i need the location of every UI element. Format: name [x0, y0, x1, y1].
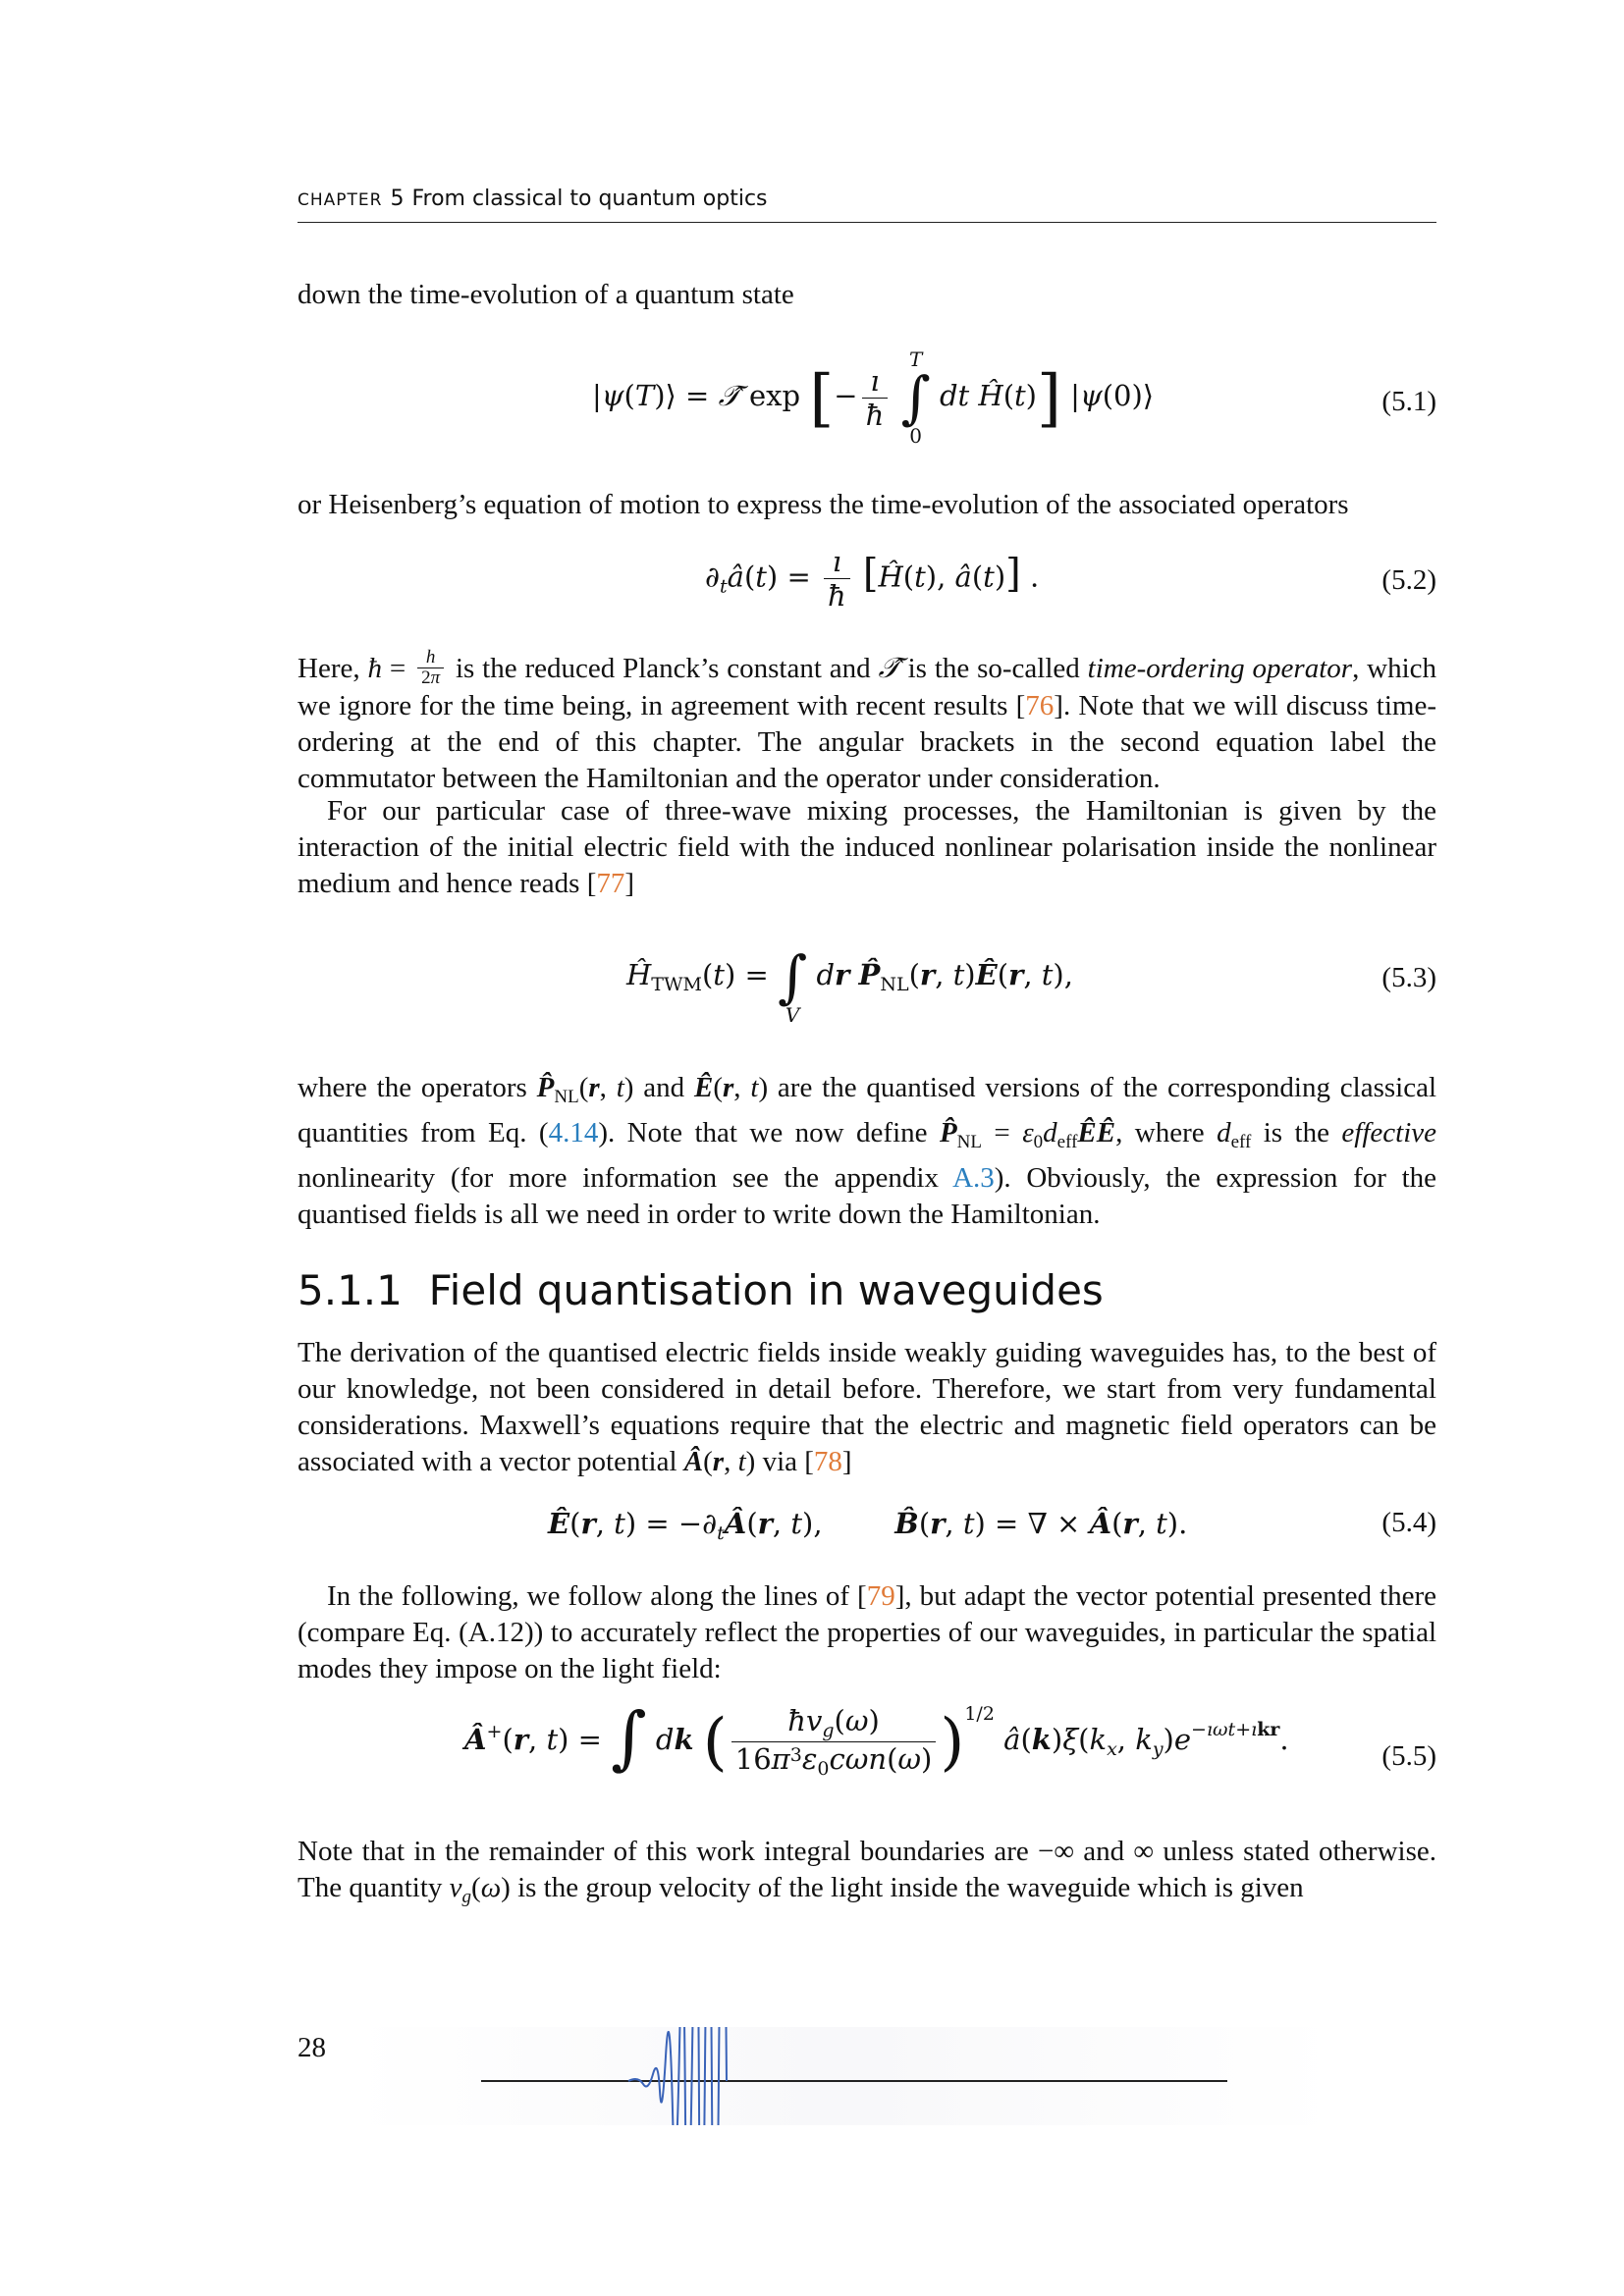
citation-76[interactable]: 76 [1025, 690, 1055, 721]
paragraph-7 [298, 1578, 1436, 1687]
para7-a: In the following, we follow along the lines of [ [327, 1580, 867, 1612]
para6-c: ] [841, 1446, 852, 1477]
paragraph-6: The derivation of the quantised electric fields inside weakly guiding waveguides has, to the best of our knowledge, not been considered in detail before. Therefore, we start from very fundamental considerations. Maxwell’s equations require that the electric and magnetic field operators can be associated with a vector potential Â(r, t) via [78] [298, 1337, 1436, 1477]
equation-number: (5.3) [1381, 962, 1436, 993]
equation-ref-4-14[interactable]: 4.14 [548, 1117, 599, 1148]
para6-a: The derivation of the quantised electric fields inside weakly guiding waveguides has, to the best of our knowledge, not been considered in detail before. Therefore, we start from very fundamental considerations. Maxwell’s equations require that the electric and magnetic field operators can be associated with a vector potential [298, 1337, 1436, 1477]
para6-b: via [ [762, 1446, 814, 1477]
appendix-ref-a3[interactable]: A.3 [952, 1162, 995, 1194]
equation-5-4 [298, 1507, 1436, 1566]
chapter-number: 5 [390, 187, 405, 211]
para7-b: ], but adapt the vector potential presented there (compare Eq. (A.12)) to accurately reflect the properties of our waveguides, in particular the spatial modes they impose on the light field: [298, 1580, 1436, 1684]
equation-5-2-body: $\partial_tâ(t)$ = $\frac{ı}{ħ}$ [Ĥ(t), â(t)] . [705, 545, 1040, 613]
equation-5-3-body: $Ĥ_{TWM}(t)$ = ∫ V dr $P̂_{NL}(r$, t)Ê(r, t), [626, 943, 1073, 1027]
equation-5-1-body: |ψ(T)⟩ = 𝒯̂ exp [− $\frac{ı}{ħ}$ T ∫ 0 dt Ĥ(t)] |ψ(0)⟩ [592, 347, 1155, 448]
equation-5-1 [298, 339, 1436, 466]
paragraph-2: or Heisenberg’s equation of motion to express the time-evolution of the associated operators [298, 489, 1349, 520]
para3-c: is the so-called [907, 653, 1080, 684]
para5-a: where the operators [298, 1072, 527, 1103]
para3-a: Here, [298, 653, 360, 684]
para5-c: are the quantised versions of the corresponding classical quantities from Eq. ( [298, 1072, 1436, 1148]
equation-5-2 [298, 545, 1436, 623]
section-number: 5.1.1 [298, 1266, 403, 1314]
para5-d: ). Note that we now define [598, 1117, 928, 1148]
equation-5-4-body: Ê(r, $t) = -\partial_tÂ(r$, t), B̂(r, t) = ∇ × Â(r, t). [548, 1507, 1188, 1544]
paragraph-5: where the operators $P̂_{NL}(r$, t) and Ê(r, t) are the quantised versions of the corresponding classical quantities from Eq. (4.14). Note that we now define $P̂_{NL}$ = $\varepsilon_0d_{eff}ÊÊ$, where $d_{eff}$ is the effective nonlinearity (for more information see the appendix A.3). Obviously, the expression for the quantised fields is all we need in order to write down the Hamiltonian. [298, 1072, 1437, 1230]
equation-5-5-body: Â+(r, t) = ∫ dk ( $\frac{ħv_g(\omega)}{16\pi^3\varepsilon_0c\omega n(\omega)}$ )$^{1/2}$ $â(k)\xi(k_x$, $k_y)e^{-ı\omega t+ıkr}$. [464, 1697, 1289, 1780]
para8-b: is the group velocity of the light inside the waveguide which is given [517, 1872, 1304, 1903]
para4-a: For our particular case of three-wave mixing processes, the Hamiltonian is given by the interaction of the initial electric field with the induced nonlinear polarisation inside the nonlinear medium and hence reads [ [298, 795, 1436, 899]
equation-5-5 [298, 1697, 1436, 1811]
paragraph-4 [298, 793, 1436, 902]
para5-b: and [643, 1072, 685, 1103]
chapter-label: CHAPTER [298, 190, 383, 210]
chapter-title: From classical to quantum optics [411, 187, 768, 211]
para3-d: , which we ignore for the time being, in agreement with recent results [ [298, 653, 1437, 721]
para3-e: ]. Note that we will discuss time-ordering at the end of this chapter. The angular brackets in the second equation label the commutator between the Hamiltonian and the operator under consideration. [298, 690, 1436, 794]
paragraph-1: down the time-evolution of a quantum state [298, 279, 794, 310]
equation-number: (5.5) [1381, 1740, 1436, 1772]
equation-number: (5.4) [1381, 1507, 1436, 1538]
equation-5-3 [298, 928, 1436, 1036]
para4-b: ] [624, 868, 635, 899]
term-effective: effective [1341, 1117, 1436, 1148]
equation-number: (5.2) [1381, 564, 1436, 596]
footer-wave-ornament [353, 2027, 1335, 2125]
para5-e: , where [1115, 1117, 1205, 1148]
para5-i: ). Obviously, the expression for the quantised fields is all we need in order to write down the Hamiltonian. [298, 1162, 1437, 1230]
citation-77[interactable]: 77 [596, 868, 625, 899]
term-time-ordering: time-ordering operator [1087, 653, 1353, 684]
section-heading [298, 1266, 1104, 1314]
citation-78[interactable]: 78 [813, 1446, 842, 1477]
citation-79[interactable]: 79 [866, 1580, 895, 1612]
para5-h: nonlinearity (for more information see the appendix [298, 1162, 939, 1194]
para3-b: is the reduced Planck’s constant and [455, 653, 871, 684]
running-header [298, 187, 1436, 223]
para8-a: Note that in the remainder of this work integral boundaries are −∞ and ∞ unless stated otherwise. The quantity [298, 1836, 1436, 1903]
section-title: Field quantisation in waveguides [428, 1266, 1104, 1314]
paragraph-8: Note that in the remainder of this work integral boundaries are −∞ and ∞ unless stated otherwise. The quantity $v_g(\omega)$ is the group velocity of the light inside the waveguide which is given [298, 1836, 1436, 1907]
page-number: 28 [298, 2032, 326, 2063]
equation-number: (5.1) [1381, 386, 1436, 417]
para5-f: is the [1263, 1117, 1329, 1148]
paragraph-3: Here, ħ = $\frac{h}{2\pi}$ is the reduced Planck’s constant and 𝒯̂ is the so-called time-ordering operator, which we ignore for the time being, in agreement with recent results [76]. Note that we will discuss time-ordering at the end of this chapter. The angular brackets in the second equation label the commutator between the Hamiltonian and the operator under consideration. [298, 647, 1437, 794]
